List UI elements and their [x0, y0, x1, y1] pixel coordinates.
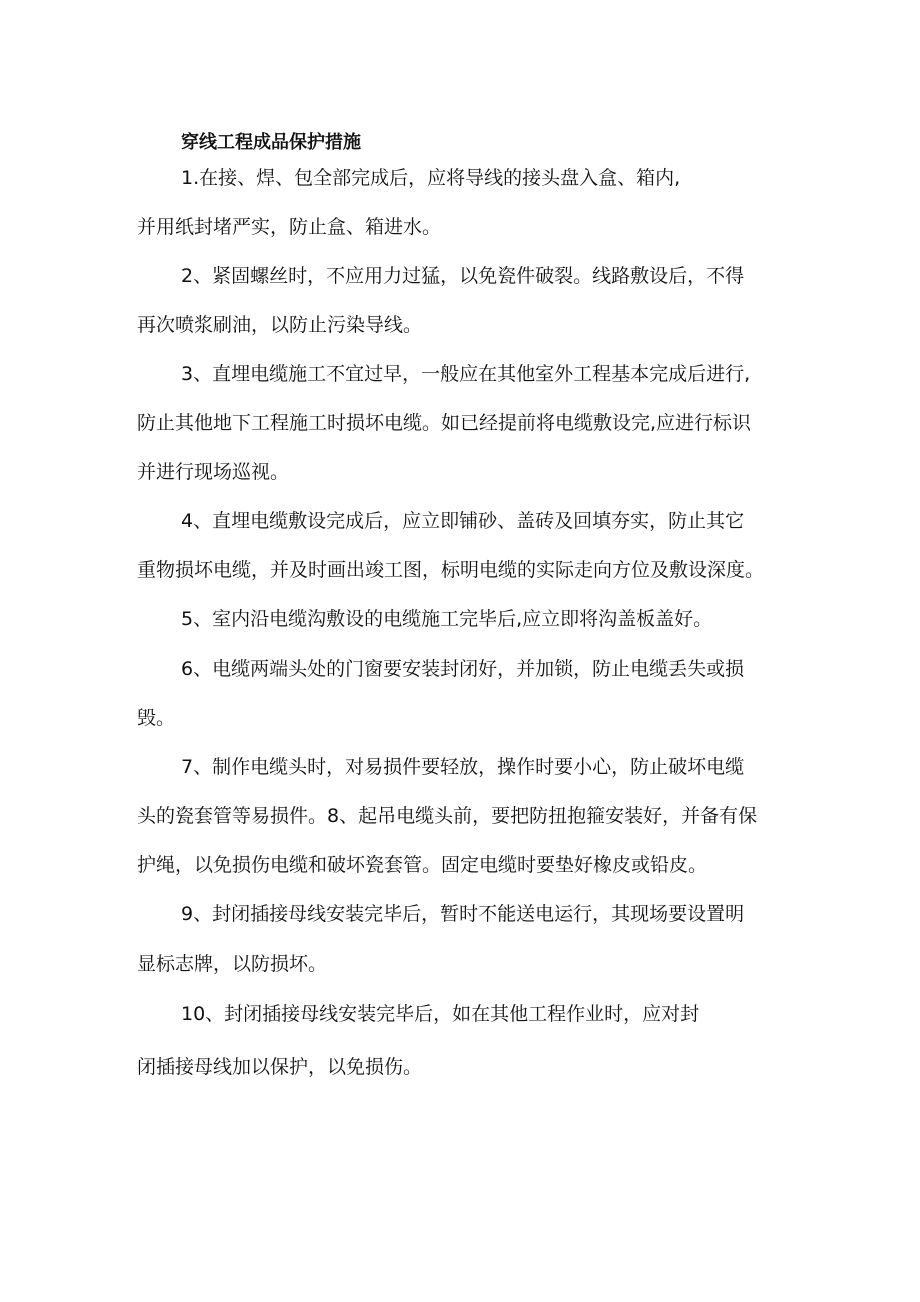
item-4-line-2: 重物损坏电缆，并及时画出竣工图，标明电缆的实际走向方位及敷设深度。: [137, 559, 765, 581]
item-3-line-1: 3、直埋电缆施工不宜过早，一般应在其他室外工程基本完成后进行,: [181, 363, 751, 385]
item-4-line-1: 4、直埋电缆敷设完成后，应立即铺砂、盖砖及回填夯实，防止其它: [181, 510, 745, 532]
item-3-line-3: 并进行现场巡视。: [137, 461, 290, 483]
item-9-line-1: 10、封闭插接母线安装完毕后，如在其他工程作业时，应对封: [181, 1003, 700, 1025]
item-8-line-2: 显标志牌，以防损坏。: [137, 953, 328, 975]
document-title: 穿线工程成品保护措施: [181, 132, 361, 153]
item-5-line-1: 5、室内沿电缆沟敷设的电缆施工完毕后,应立即将沟盖板盖好。: [181, 608, 713, 630]
item-1-line-2: 并用纸封堵严实，防止盒、箱进水。: [137, 216, 442, 238]
item-7-line-2: 头的瓷套管等易损件。8、起吊电缆头前，要把防扭抱箍安装好，并备有保: [137, 805, 758, 827]
item-3-line-2: 防止其他地下工程施工时损坏电缆。如已经提前将电缆敷设完,应进行标识: [137, 412, 752, 434]
item-2-line-1: 2、紧固螺丝时，不应用力过猛，以免瓷件破裂。线路敷设后，不得: [181, 265, 745, 287]
item-9-line-2: 闭插接母线加以保护，以免损伤。: [137, 1056, 423, 1078]
item-6-line-2: 毁。: [137, 707, 176, 729]
item-7-line-1: 7、制作电缆头时，对易损件要轻放，操作时要小心，防止破坏电缆: [181, 756, 745, 778]
item-1-line-1: 1.在接、焊、包全部完成后，应将导线的接头盘入盒、箱内,: [181, 167, 681, 189]
item-8-line-1: 9、封闭插接母线安装完毕后，暂时不能送电运行，其现场要设置明: [181, 903, 745, 925]
item-7-line-3: 护绳，以免损伤电缆和破坏瓷套管。固定电缆时要垫好橡皮或铅皮。: [137, 854, 708, 876]
item-6-line-1: 6、电缆两端头处的门窗要安装封闭好，并加锁，防止电缆丢失或损: [181, 658, 745, 680]
item-2-line-2: 再次喷浆刷油，以防止污染导线。: [137, 314, 423, 336]
